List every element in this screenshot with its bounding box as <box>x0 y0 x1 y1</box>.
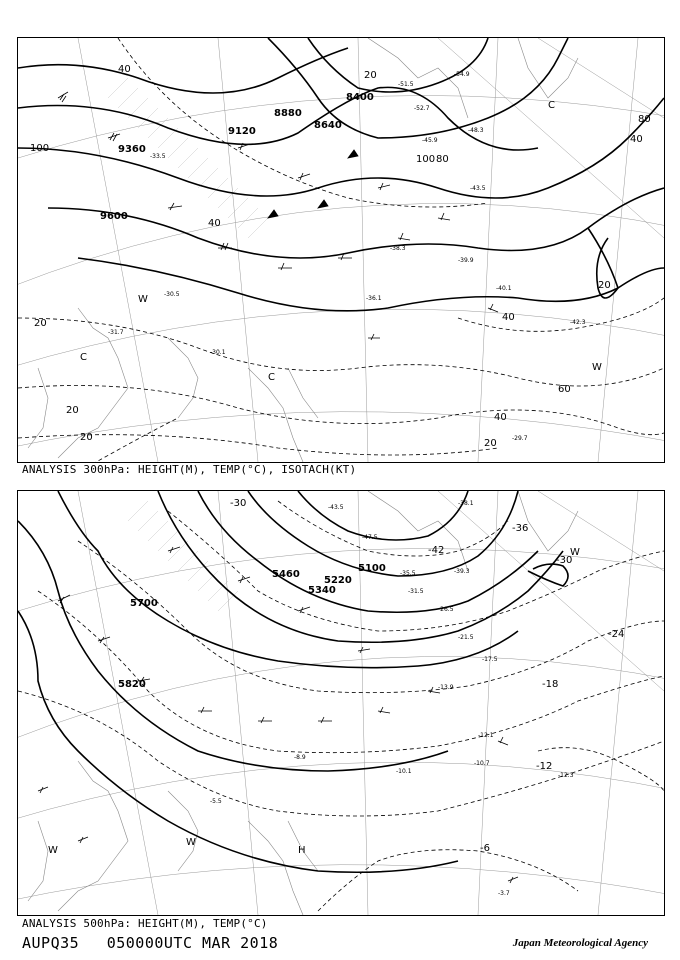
isotach-label: 20 <box>34 318 47 329</box>
isotach-label: 40 <box>208 218 221 229</box>
pressure-center-c: C <box>268 372 275 383</box>
station-temp: -33.5 <box>150 153 166 160</box>
caption-300hpa: ANALYSIS 300hPa: HEIGHT(M), TEMP(°C), ISOTACH(KT) <box>22 463 357 476</box>
height-label: 5220 <box>324 575 352 586</box>
station-temp: -54.9 <box>454 71 470 78</box>
pressure-center-w: W <box>592 362 602 373</box>
height-label: 5460 <box>272 569 300 580</box>
graticule-300 <box>18 38 664 462</box>
station-temp: -13.9 <box>438 684 454 691</box>
isotach-label: 60 <box>558 384 571 395</box>
station-temp: -30.1 <box>210 349 226 356</box>
height-label: 5100 <box>358 563 386 574</box>
station-temp: -36.1 <box>366 295 382 302</box>
temp-label: -24 <box>608 629 625 640</box>
isotach-label: 20 <box>80 432 93 443</box>
pressure-center-w: W <box>138 294 148 305</box>
station-temp: -31.7 <box>108 329 124 336</box>
pressure-center-c: C <box>80 352 87 363</box>
station-temp: -43.5 <box>328 504 344 511</box>
station-temp: -21.5 <box>458 634 474 641</box>
station-temp: -38.3 <box>390 245 406 252</box>
pressure-center-w: W <box>186 837 196 848</box>
height-label: 8400 <box>346 92 374 103</box>
temp-label: -12 <box>536 761 553 772</box>
hatching-500 <box>128 501 238 611</box>
height-labels-500 <box>118 563 386 690</box>
pressure-center-h: H <box>298 845 306 856</box>
map-300hpa <box>17 37 665 463</box>
jet-hatching-300 <box>108 78 268 238</box>
temp-label: -18 <box>542 679 559 690</box>
isotach-label: 100 <box>416 154 436 165</box>
station-temp: -17.5 <box>482 656 498 663</box>
station-temp: -39.3 <box>454 568 470 575</box>
height-label: 8640 <box>314 120 342 131</box>
isotach-label: 40 <box>118 64 131 75</box>
isotach-label: 20 <box>66 405 79 416</box>
station-temp: -45.9 <box>422 137 438 144</box>
height-label: 5820 <box>118 679 146 690</box>
pressure-centers-300 <box>80 100 602 383</box>
station-temp: -39.9 <box>458 257 474 264</box>
pressure-center-c: C <box>548 100 555 111</box>
station-temp: -48.3 <box>468 127 484 134</box>
station-temp: -10.7 <box>474 760 490 767</box>
temp-label: -6 <box>480 843 490 854</box>
isotach-label: 40 <box>630 134 643 145</box>
isotach-label: 40 <box>502 312 515 323</box>
station-temp: -3.7 <box>498 890 510 897</box>
station-temp: -5.5 <box>210 798 222 805</box>
temp-label: -42 <box>428 545 445 556</box>
height-label: 5340 <box>308 585 336 596</box>
station-temp: -12.3 <box>558 772 574 779</box>
valid-time: 050000UTC MAR 2018 <box>106 934 279 952</box>
temp-label: -36 <box>512 523 529 534</box>
map-500hpa <box>17 490 665 916</box>
height-label: 9120 <box>228 126 256 137</box>
height-label: 5700 <box>130 598 158 609</box>
station-temp: -29.7 <box>512 435 528 442</box>
height-label: 9360 <box>118 144 146 155</box>
station-temp: -47.5 <box>362 534 378 541</box>
station-temp: -38.1 <box>458 500 474 507</box>
station-temp: -10.1 <box>396 768 412 775</box>
station-temp: -35.5 <box>400 570 416 577</box>
wind-barbs-500 <box>38 547 518 883</box>
height-label: 9600 <box>100 211 128 222</box>
isotach-label: 20 <box>364 70 377 81</box>
station-temp: -43.5 <box>470 185 486 192</box>
station-temp: -52.7 <box>414 105 430 112</box>
pressure-center-w: W <box>570 547 580 558</box>
isotach-label: 40 <box>494 412 507 423</box>
pressure-center-w: W <box>48 845 58 856</box>
isotach-label: 100 <box>30 143 50 154</box>
station-temps-300 <box>108 71 586 442</box>
bulletin-header <box>22 934 296 952</box>
station-temp: -30.5 <box>164 291 180 298</box>
map-500hpa-chart <box>18 491 664 915</box>
isotach-label: 80 <box>436 154 449 165</box>
caption-500hpa: ANALYSIS 500hPa: HEIGHT(M), TEMP(°C) <box>22 917 268 930</box>
isotach-label: 20 <box>598 280 611 291</box>
station-temp: -42.3 <box>570 319 586 326</box>
height-label: 8880 <box>274 108 302 119</box>
station-temp: -40.1 <box>496 285 512 292</box>
temp-label: -30 <box>230 498 247 509</box>
station-temp: -51.5 <box>398 81 414 88</box>
isotach-label: 20 <box>484 438 497 449</box>
bulletin-id: AUPQ35 <box>22 934 80 952</box>
station-temp: -12.1 <box>478 732 494 739</box>
map-300hpa-chart <box>18 38 664 462</box>
agency-name: Japan Meteorological Agency <box>512 937 648 949</box>
station-temp: -31.5 <box>408 588 424 595</box>
station-temp: -8.9 <box>294 754 306 761</box>
isotherms-300 <box>18 38 664 462</box>
temp-label: -30 <box>556 555 573 566</box>
station-temp: -26.5 <box>438 606 454 613</box>
height-labels-300 <box>100 92 374 222</box>
isotach-label: 80 <box>638 114 651 125</box>
temp-labels-500 <box>230 498 624 854</box>
